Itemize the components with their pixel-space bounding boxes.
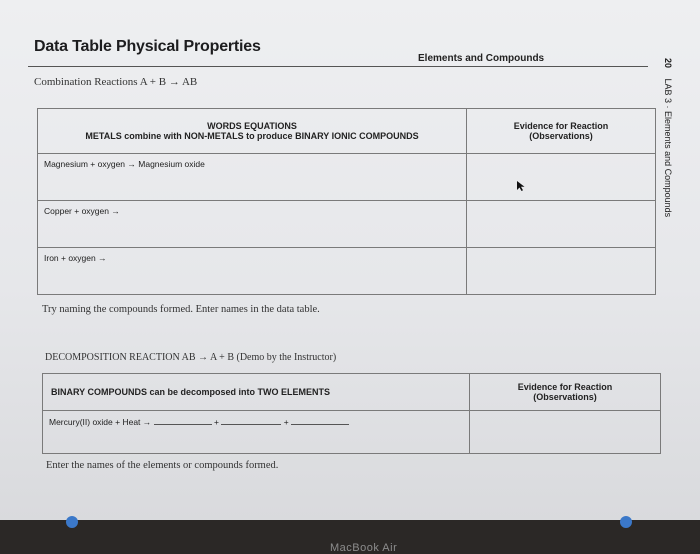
table-row — [43, 411, 661, 454]
blue-dot-icon — [66, 516, 78, 528]
compound-header: BINARY COMPOUNDS can be decomposed into TWO ELEMENTS — [43, 374, 470, 411]
instruction-text-2: Enter the names of the elements or compounds formed. — [46, 460, 279, 471]
evidence-header: Evidence for Reaction (Observations) — [467, 109, 656, 154]
evidence-header: Evidence for Reaction (Observations) — [470, 374, 661, 411]
table-header-row — [38, 109, 656, 154]
header-divider — [28, 66, 648, 67]
mercury-equation: Mercury(II) oxide + Heat → — [49, 417, 152, 427]
combination-data-table — [37, 108, 656, 295]
table-row — [38, 201, 656, 248]
side-lab-label: LAB 3 · Elements and Compounds — [663, 78, 673, 218]
table-row — [38, 154, 656, 201]
chapter-header: Elements and Compounds — [418, 53, 545, 64]
side-running-header — [663, 58, 673, 258]
equation-cell[interactable]: Iron + oxygen → — [38, 248, 467, 295]
product-blank[interactable] — [221, 416, 281, 425]
page-title: Data Table Physical Properties — [34, 38, 261, 55]
product-blank[interactable] — [291, 416, 349, 425]
equation-header: WORDS EQUATIONS METALS combine with NON-METALS to produce BINARY IONIC COMPOUNDS — [38, 109, 467, 154]
equation-cell[interactable]: Mercury(II) oxide + Heat → + + — [43, 411, 470, 454]
decomposition-data-table — [42, 373, 661, 454]
table-header-row — [43, 374, 661, 411]
equation-cell[interactable]: Magnesium + oxygen → Magnesium oxide — [38, 154, 467, 201]
blue-dot-icon — [620, 516, 632, 528]
instruction-text: Try naming the compounds formed. Enter names in the data table. — [42, 304, 320, 315]
observation-cell[interactable] — [467, 201, 656, 248]
equation-cell[interactable]: Copper + oxygen → — [38, 201, 467, 248]
observation-cell[interactable] — [470, 411, 661, 454]
page-number: 20 — [663, 58, 673, 69]
observation-cell[interactable] — [467, 248, 656, 295]
table-row — [38, 248, 656, 295]
product-blank[interactable] — [154, 416, 212, 425]
mouse-cursor-icon — [516, 180, 526, 192]
observation-cell[interactable] — [467, 154, 656, 201]
decomposition-heading: DECOMPOSITION REACTION AB → A + B (Demo by the Instructor) — [45, 352, 337, 363]
section-subtitle: Combination Reactions A + B → AB — [34, 76, 198, 88]
laptop-bezel-label: MacBook Air — [330, 542, 398, 554]
